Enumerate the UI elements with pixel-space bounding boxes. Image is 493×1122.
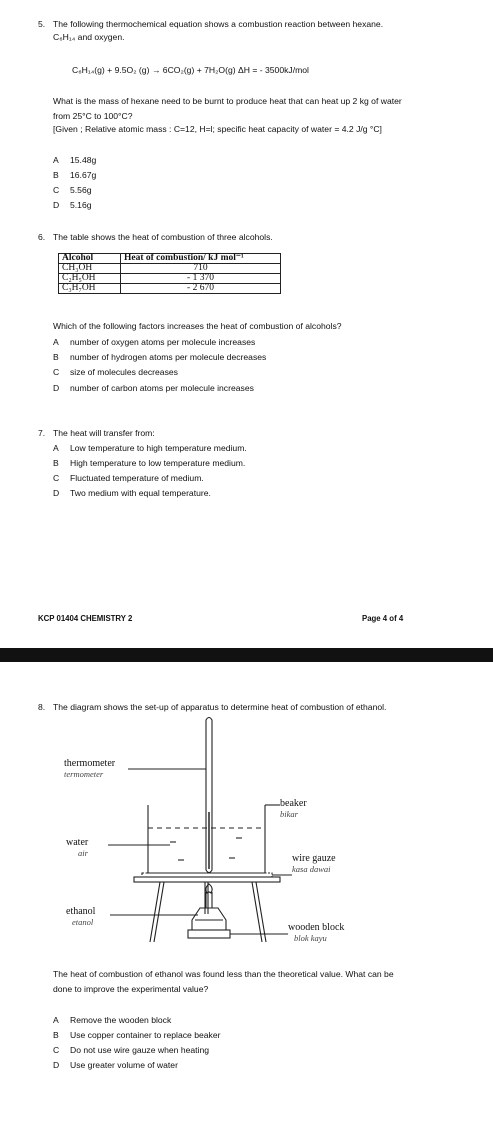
label-thermometer: thermometer termometer	[64, 758, 116, 779]
q7-option-a-text: Low temperature to high temperature medium.	[70, 443, 247, 453]
footer-course-code: KCP 01404 CHEMISTRY 2	[38, 614, 133, 623]
table-header-cell: Alcohol	[59, 254, 121, 264]
q5-equation: C₆H₁₄(g) + 9.5O₂ (g) → 6CO₂(g) + 7H₂O(g) ΔH = - 3500kJ/mol	[72, 65, 309, 75]
table-cell: - 1 370	[121, 274, 281, 284]
q5-given: [Given ; Relative atomic mass : C=12, H=l; specific heat capacity of water = 4.2 J/g °C]	[53, 124, 382, 134]
q7-option-b-text: High temperature to low temperature medium.	[70, 458, 246, 468]
q5-option-b-letter: B	[53, 170, 59, 180]
table-cell: C₂H₅OH	[59, 274, 121, 284]
table-cell: C₃H₇OH	[59, 284, 121, 294]
q8-option-a-text: Remove the wooden block	[70, 1015, 172, 1025]
q5-stem-line2: C₆H₁₄ and oxygen.	[53, 32, 125, 42]
label-water: water air	[66, 837, 89, 858]
table-cell: CH₃OH	[59, 264, 121, 274]
q6-option-a-text: number of oxygen atoms per molecule increases	[70, 337, 256, 347]
q6-stem: The table shows the heat of combustion of three alcohols.	[53, 232, 273, 242]
wooden-block-shape	[188, 930, 230, 938]
q5-option-c-letter: C	[53, 185, 60, 195]
flame-icon	[206, 884, 212, 893]
tripod-top	[134, 877, 280, 882]
q8-option-b-letter: B	[53, 1030, 59, 1040]
label-wire-gauze: wire gauze kasa dawai	[292, 853, 336, 874]
wire-gauze-shape	[142, 873, 272, 877]
q8-option-c-letter: C	[53, 1045, 60, 1055]
q8-option-d-letter: D	[53, 1060, 60, 1070]
label-ethanol: ethanol etanol	[66, 906, 96, 927]
q6-option-c-letter: C	[53, 367, 60, 377]
table-row	[59, 264, 281, 274]
q7-option-a-letter: A	[53, 443, 59, 453]
q8-stem: The diagram shows the set-up of apparatus to determine heat of combustion of ethanol.	[53, 702, 387, 712]
q5-option-d-text: 5.16g	[70, 200, 92, 210]
q7-option-c-letter: C	[53, 473, 60, 483]
q7-option-d-text: Two medium with equal temperature.	[70, 488, 211, 498]
q6-option-d-text: number of carbon atoms per molecule increases	[70, 383, 254, 393]
q5-option-b-text: 16.67g	[70, 170, 97, 180]
q5-option-a-text: 15.48g	[70, 155, 97, 165]
q8-option-d-text: Use greater volume of water	[70, 1060, 178, 1070]
table-cell: 710	[121, 264, 281, 274]
q5-option-c-text: 5.56g	[70, 185, 92, 195]
q8-number: 8.	[38, 702, 46, 712]
q6-question: Which of the following factors increases the heat of combustion of alcohols?	[53, 321, 342, 331]
q8-question-line1: The heat of combustion of ethanol was found less than the theoretical value. What can be	[53, 969, 394, 979]
table-row	[59, 274, 281, 284]
exam-page-5	[0, 662, 493, 1122]
q8-option-a-letter: A	[53, 1015, 59, 1025]
table-header-cell: Heat of combustion/ kJ mol⁻¹	[121, 254, 281, 264]
alcohol-combustion-table	[58, 253, 281, 294]
page-separator	[0, 648, 493, 662]
q6-option-b-text: number of hydrogen atoms per molecule decreases	[70, 352, 267, 362]
footer-page-number: Page 4 of 4	[362, 614, 404, 623]
q7-option-d-letter: D	[53, 488, 60, 498]
label-wooden-block: wooden block blok kayu	[288, 922, 345, 943]
q5-number: 5.	[38, 19, 46, 29]
q6-option-c-text: size of molecules decreases	[70, 367, 178, 377]
q6-option-a-letter: A	[53, 337, 59, 347]
q6-option-b-letter: B	[53, 352, 59, 362]
table-cell: - 2 670	[121, 284, 281, 294]
table-row	[59, 284, 281, 294]
q8-question-line2: done to improve the experimental value?	[53, 984, 209, 994]
q7-option-c-text: Fluctuated temperature of medium.	[70, 473, 204, 483]
q8-option-c-text: Do not use wire gauze when heating	[70, 1045, 210, 1055]
q7-number: 7.	[38, 428, 46, 438]
q5-option-a-letter: A	[53, 155, 59, 165]
q5-question-line1: What is the mass of hexane need to be burnt to produce heat that can heat up 2 kg of water	[53, 96, 402, 106]
spirit-lamp-shape	[192, 908, 226, 930]
q5-option-d-letter: D	[53, 200, 60, 210]
q8-option-b-text: Use copper container to replace beaker	[70, 1030, 221, 1040]
label-beaker: beaker bikar	[280, 798, 307, 819]
q5-stem-line1: The following thermochemical equation shows a combustion reaction between hexane.	[53, 19, 384, 29]
q6-option-d-letter: D	[53, 383, 60, 393]
q6-number: 6.	[38, 232, 46, 242]
q5-question-line2: from 25°C to 100°C?	[53, 111, 133, 121]
q7-option-b-letter: B	[53, 458, 59, 468]
table-header-row	[59, 254, 281, 264]
q7-stem: The heat will transfer from:	[53, 428, 155, 438]
